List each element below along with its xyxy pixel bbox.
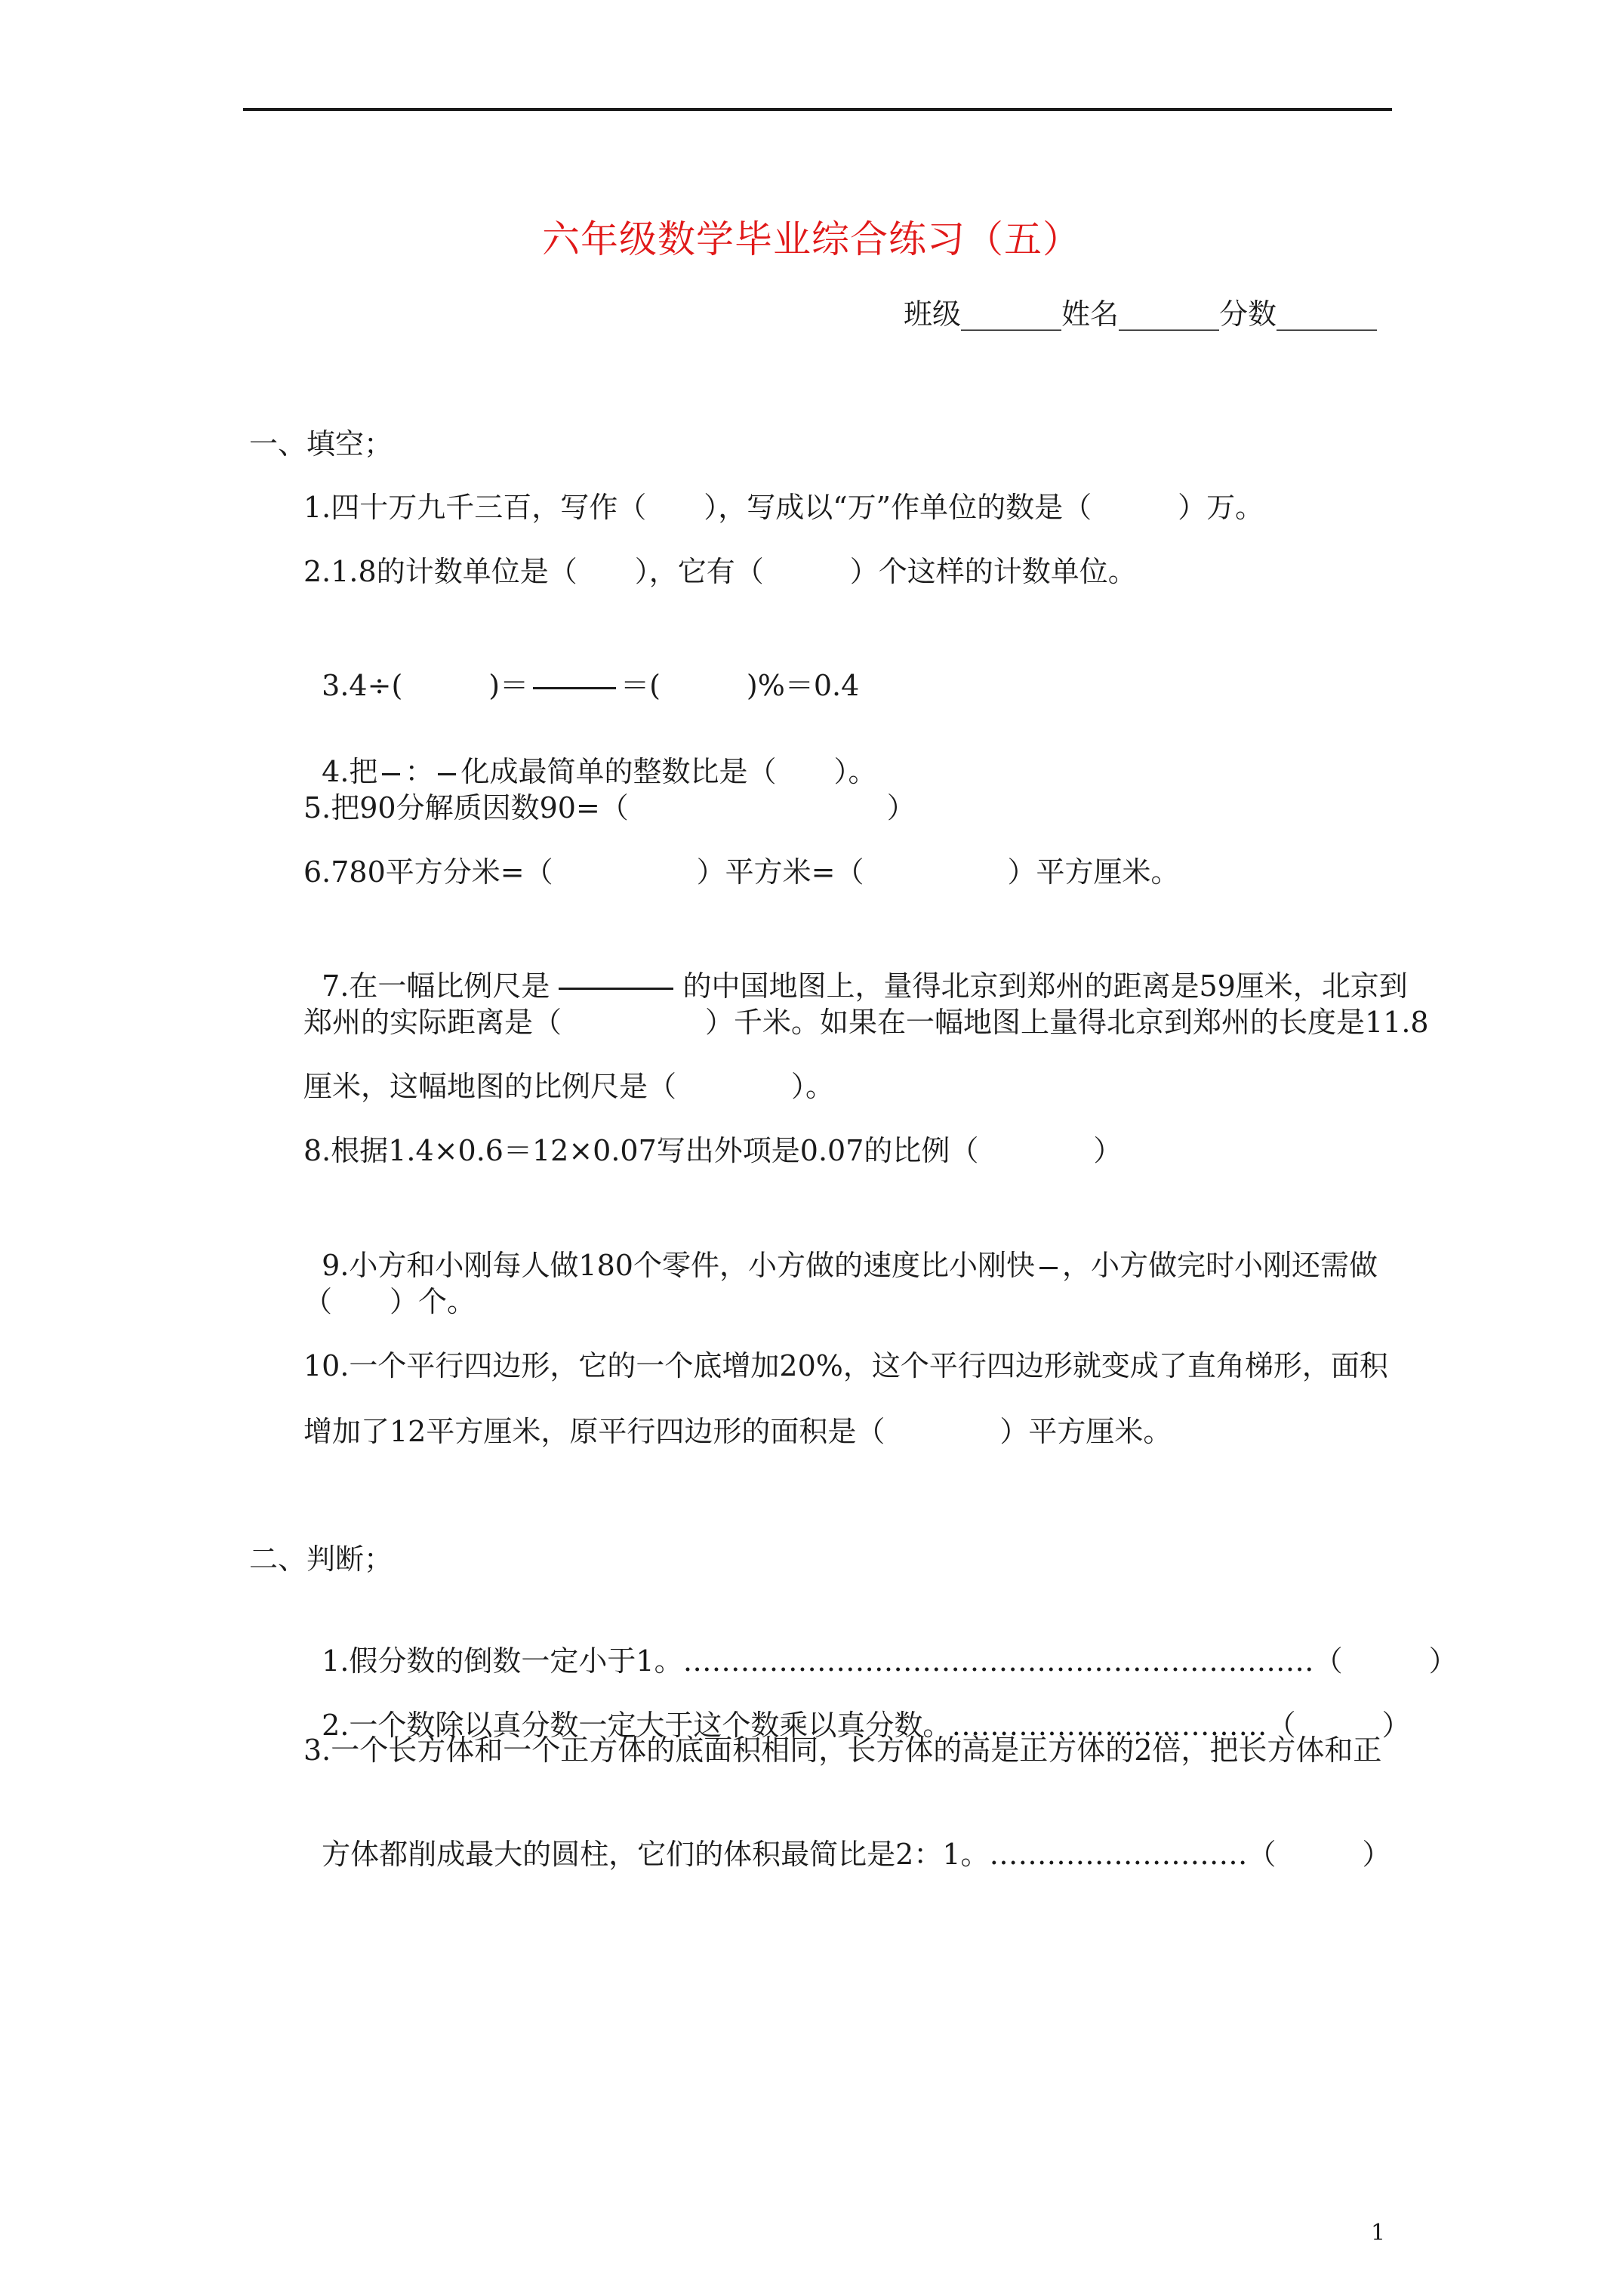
section-heading-fill-blank: 一、填空； [249, 427, 393, 461]
question-7-part-a: 7.在一幅比例尺是 [322, 969, 550, 1003]
judgment-1-bracket: （ ） [1313, 1644, 1458, 1678]
judgment-2-bracket: （ ） [1267, 1709, 1411, 1742]
question-9-part-a: 9.小方和小刚每人做180个零件，小方做的速度比小刚快 [322, 1249, 1035, 1282]
question-9 [303, 1207, 1378, 1285]
judgment-2-text: 2.一个数除以真分数一定大于这个数乘以真分数。 [322, 1709, 952, 1742]
question-5: 5.把90分解质因数90=（ ） [303, 791, 916, 824]
question-4-part-a: 4.把 [322, 755, 378, 788]
question-4-part-b: ： [405, 755, 434, 788]
question-7-part-b: 的中国地图上，量得北京到郑州的距离是59厘米，北京到 [682, 969, 1408, 1003]
question-8: 8.根据1.4×0.6＝12×0.07写出外项是0.07的比例（ ） [303, 1134, 1123, 1167]
fraction-blank [533, 687, 616, 689]
fraction-mark [438, 773, 456, 775]
question-4 [303, 713, 876, 791]
judgment-2-leader-dots: …………………………… [951, 1709, 1267, 1742]
page-number: 1 [1371, 2220, 1386, 2246]
question-3-part-a: 3.4÷( )＝ [322, 669, 529, 702]
header-rule [243, 108, 1392, 111]
judgment-1-leader-dots: ………………………………………………………… [682, 1644, 1314, 1678]
judgment-3-leader-dots: ……………………… [989, 1838, 1248, 1871]
section-heading-true-false: 二、判断； [249, 1542, 393, 1576]
judgment-3-bracket: （ ） [1247, 1838, 1391, 1871]
judgment-1-text: 1.假分数的倒数一定小于1。 [322, 1644, 683, 1678]
question-3-part-b: ＝( )%＝0.4 [621, 669, 860, 702]
question-2: 2.1.8的计数单位是（ ），它有（ ）个这样的计数单位。 [303, 555, 1137, 588]
judgment-3-continued [303, 1795, 1391, 1874]
question-3 [303, 627, 859, 705]
question-9-part-b: ，小方做完时小刚还需做 [1061, 1249, 1378, 1282]
fraction-mark [382, 773, 400, 775]
question-1: 1.四十万九千三百，写作（ ），写成以“万”作单位的数是（ ）万。 [303, 491, 1264, 524]
judgment-3: 3.一个长方体和一个正方体的底面积相同，长方体的高是正方体的2倍，把长方体和正 [303, 1734, 1382, 1767]
scale-fraction-blank [559, 988, 673, 990]
question-9-continued: （ ）个。 [303, 1285, 476, 1318]
judgment-3-text: 方体都削成最大的圆柱，它们的体积最简比是2：1。 [322, 1838, 990, 1871]
student-info-line: 班级_______姓名_______分数_______ [903, 297, 1377, 331]
question-7-continued: 郑州的实际距离是（ ）千米。如果在一幅地图上量得北京到郑州的长度是11.8 [303, 1006, 1429, 1039]
question-7-continued-2: 厘米，这幅地图的比例尺是（ ）。 [303, 1070, 835, 1103]
question-10: 10.一个平行四边形，它的一个底增加20%，这个平行四边形就变成了直角梯形，面积 [303, 1349, 1388, 1382]
question-7 [303, 927, 1408, 1006]
page-title: 六年级数学毕业综合练习（五） [542, 217, 1081, 261]
question-10-continued: 增加了12平方厘米，原平行四边形的面积是（ ）平方厘米。 [303, 1415, 1172, 1448]
fraction-mark [1039, 1267, 1058, 1269]
question-4-part-c: 化成最简单的整数比是（ ）。 [460, 755, 877, 788]
question-6: 6.780平方分米=（ ）平方米=（ ）平方厘米。 [303, 855, 1180, 889]
